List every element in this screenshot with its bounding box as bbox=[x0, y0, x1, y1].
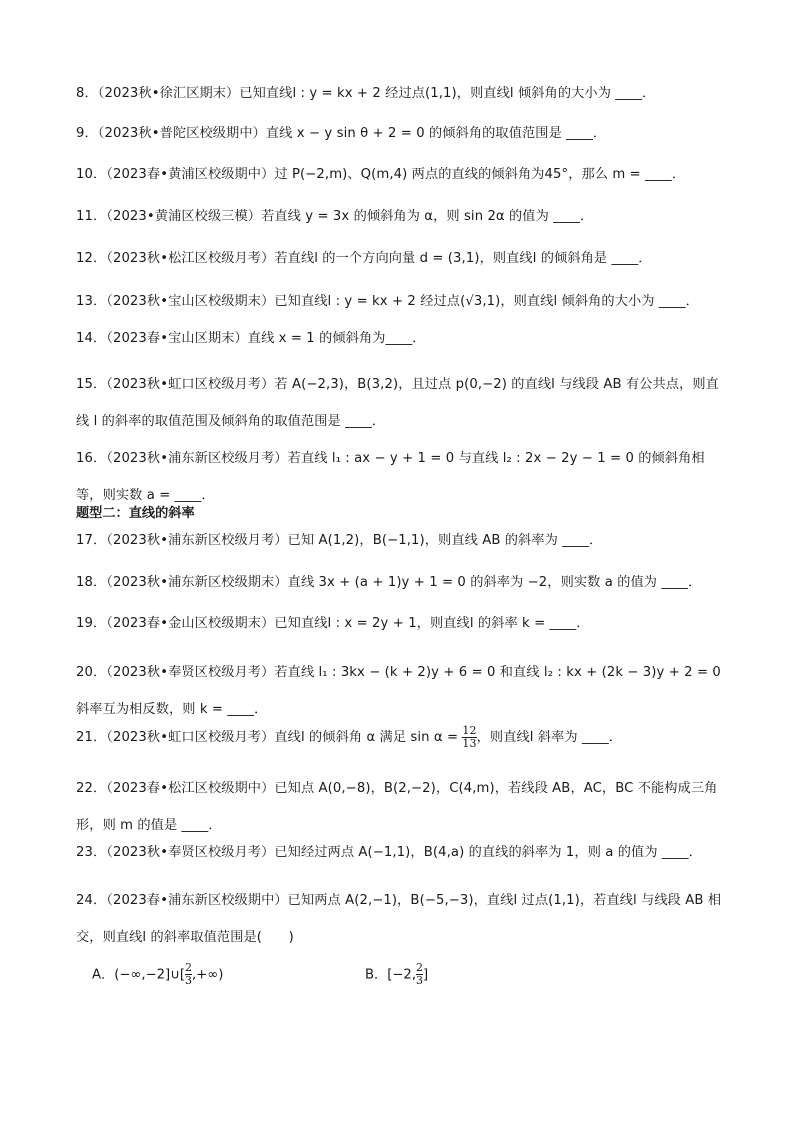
question-15: 15．（2023秋•虹口区校级月考）若 A(−2,3)，B(3,2)，且过点 p(0,−2) 的直线l 与线段 AB 有公共点，则直线 l 的斜率的取值范围及倾斜角的取值范围是 ____． bbox=[76, 377, 719, 429]
option-b-numerator: 2 bbox=[416, 961, 424, 974]
option-a-before: A．(−∞,−2]∪[ bbox=[92, 967, 185, 983]
question-21 bbox=[76, 723, 726, 753]
option-a-denominator: 3 bbox=[184, 974, 192, 987]
question-24: 24．（2023春•浦东新区校级期中）已知两点 A(2,−1)，B(−5,−3)，直线l 过点(1,1)，若直线l 与线段 AB 相交，则直线l 的斜率取值范围是( ) bbox=[76, 893, 722, 945]
q21-fraction bbox=[462, 725, 476, 750]
question-11: 11．（2023•黄浦区校级三模）若直线 y = 3x 的倾斜角为 α，则 sin 2α 的值为 ____． bbox=[76, 209, 594, 224]
question-8: 8．（2023秋•徐汇区期末）已知直线l : y = kx + 2 经过点(1,1)，则直线l 倾斜角的大小为 ____． bbox=[76, 86, 656, 101]
option-a-after: ,+∞) bbox=[191, 967, 224, 983]
question-18: 18．（2023秋•浦东新区校级期末）直线 3x + (a + 1)y + 1 = 0 的斜率为 −2，则实数 a 的值为 ____． bbox=[76, 575, 702, 590]
option-b-after: ] bbox=[423, 967, 429, 983]
question-17: 17．（2023秋•浦东新区校级月考）已知 A(1,2)，B(−1,1)，则直线 AB 的斜率为 ____． bbox=[76, 533, 603, 548]
option-a-numerator: 2 bbox=[184, 961, 192, 974]
question-23: 23．（2023秋•奉贤区校级月考）已知经过两点 A(−1,1)，B(4,a) 的直线的斜率为 1，则 a 的值为 ____． bbox=[76, 845, 702, 860]
section-title: 题型二：直线的斜率 bbox=[76, 506, 195, 521]
option-b-fraction bbox=[416, 962, 423, 987]
option-b-before: B．[−2, bbox=[365, 967, 417, 983]
q21-text-before: 21．（2023秋•虹口区校级月考）直线l 的倾斜角 α 满足 sin α = bbox=[76, 730, 463, 745]
q21-text-after: ，则直线l 斜率为 ____． bbox=[476, 730, 623, 745]
option-b[interactable] bbox=[365, 962, 428, 987]
question-16: 16．（2023秋•浦东新区校级月考）若直线 l₁ : ax − y + 1 = 0 与直线 l₂ : 2x − 2y − 1 = 0 的倾斜角相等，则实数 a = ____． bbox=[76, 451, 705, 503]
question-9: 9．（2023秋•普陀区校级期中）直线 x − y sin θ + 2 = 0 的倾斜角的取值范围是 ____． bbox=[76, 126, 607, 141]
question-20: 20．（2023秋•奉贤区校级月考）若直线 l₁ : 3kx − (k + 2)y + 6 = 0 和直线 l₂ : kx + (2k − 3)y + 2 = 0 斜率互为相反数，则 k = ____． bbox=[76, 665, 721, 717]
question-12: 12．（2023秋•松江区校级月考）若直线l 的一个方向向量 d = (3,1)，则直线l 的倾斜角是 ____． bbox=[76, 251, 652, 266]
question-22: 22．（2023春•松江区校级期中）已知点 A(0,−8)，B(2,−2)，C(4,m)，若线段 AB，AC，BC 不能构成三角形，则 m 的值是 ____． bbox=[76, 781, 718, 833]
q21-denominator: 13 bbox=[462, 736, 477, 750]
question-14: 14．（2023春•宝山区期末）直线 x = 1 的倾斜角为____． bbox=[76, 331, 426, 346]
option-a[interactable] bbox=[92, 962, 223, 987]
question-19: 19．（2023春•金山区校级期末）已知直线l : x = 2y + 1，则直线l 的斜率 k = ____． bbox=[76, 616, 590, 631]
question-10: 10．（2023春•黄浦区校级期中）过 P(−2,m)、Q(m,4) 两点的直线的倾斜角为45°，那么 m = ____． bbox=[76, 167, 686, 182]
option-a-fraction bbox=[185, 962, 192, 987]
option-b-denominator: 3 bbox=[416, 974, 424, 987]
q21-numerator: 12 bbox=[462, 723, 477, 737]
question-13: 13．（2023秋•宝山区校级期末）已知直线l : y = kx + 2 经过点(√3,1)，则直线l 倾斜角的大小为 ____． bbox=[76, 294, 699, 309]
